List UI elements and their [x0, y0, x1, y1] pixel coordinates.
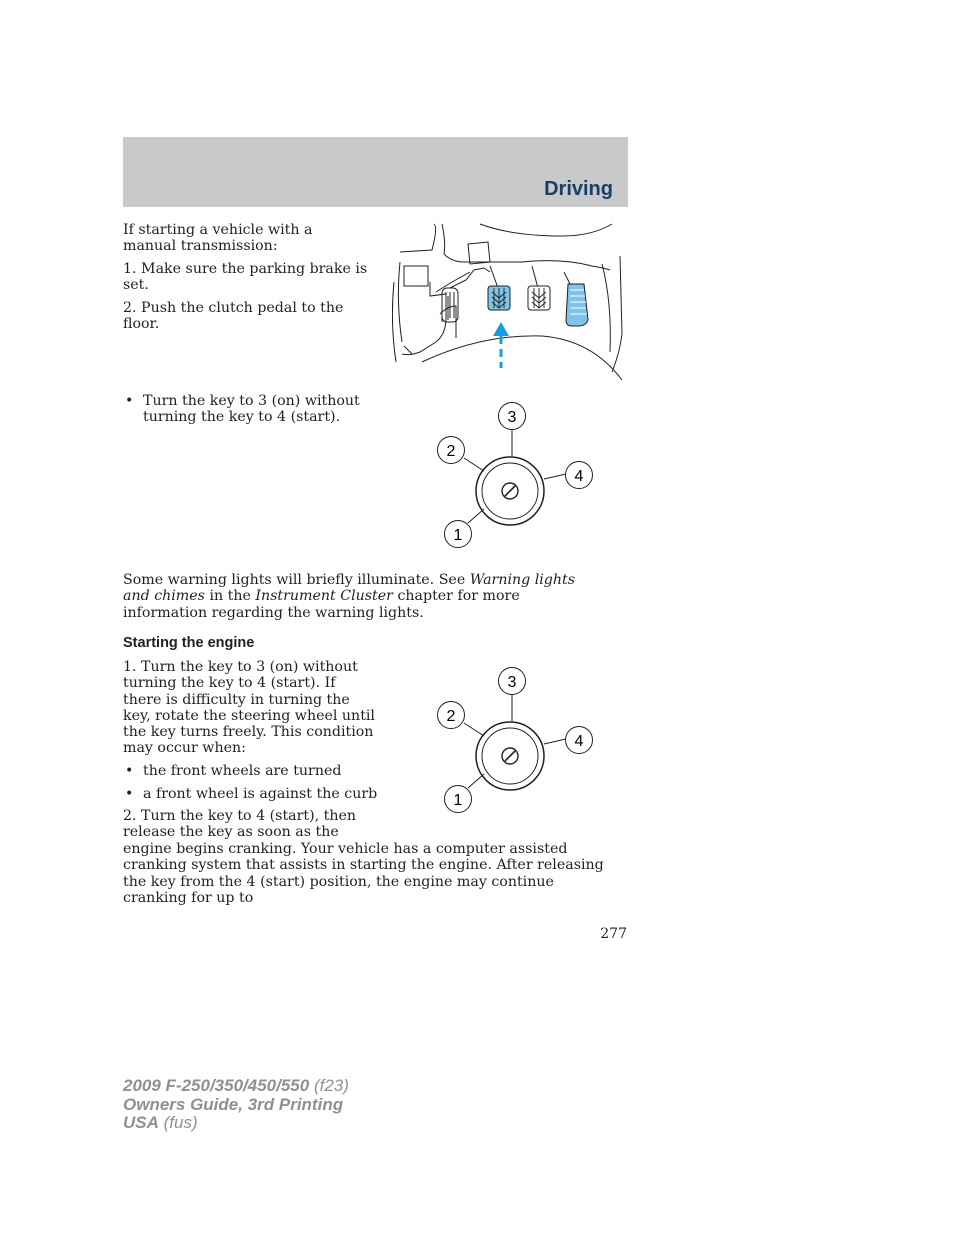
ignition-label-4: 4: [574, 468, 584, 485]
ignition-label-1: 1: [453, 792, 463, 809]
footer-model-code: (f23): [309, 1076, 349, 1095]
ignition-label-3: 3: [507, 674, 517, 691]
bullet-turn-key-line-1: Turn the key to 3 (on) without: [143, 393, 360, 409]
ignition-diagram-top: [420, 395, 610, 555]
ignition-label-1: 1: [453, 527, 463, 544]
ignition-diagram-bottom: [420, 660, 610, 820]
document-footer: [123, 1077, 349, 1133]
starting-step-1: 1. Turn the key to 3 (on) without turning the key to 4 (start). If there is difficulty in turning the key, rotate the steering wheel until the key turns freely. This condition may occur when:: [123, 659, 375, 757]
section-header-band: [123, 137, 628, 207]
intro-paragraph: If starting a vehicle with a manual transmission:: [123, 222, 313, 255]
link-instrument-cluster: Instrument Cluster: [255, 588, 393, 605]
footer-model: 2009 F-250/350/450/550: [123, 1076, 310, 1095]
starting-step-2-part-a: 2. Turn the key to 4 (start), then release the key as soon as the: [123, 808, 357, 841]
intro-step-1: 1. Make sure the parking brake is set.: [123, 261, 368, 294]
ignition-label-2: 2: [446, 443, 456, 460]
ignition-label-3: 3: [507, 409, 517, 426]
starting-step-2-part-b: engine begins cranking. Your vehicle has a computer assisted cranking system that assists in starting the engine. After releasing the key from the 4 (start) position, the engine may continue cranking for up to: [123, 841, 604, 906]
warning-lights-paragraph: Some warning lights will briefly illuminate. See Warning lights and chimes in the Instrument Cluster chapter for more information regarding the warning lights.: [123, 572, 576, 621]
ignition-label-4: 4: [574, 733, 584, 750]
link-warning-lights-and-chimes: Warning lights and chimes: [123, 572, 576, 605]
footer-market: USA: [123, 1113, 159, 1132]
footer-edition: Owners Guide, 3rd Printing: [123, 1094, 344, 1114]
section-title: Driving: [544, 178, 613, 200]
intro-step-2: 2. Push the clutch pedal to the floor.: [123, 300, 344, 333]
bullet-turn-key-line-2: turning the key to 4 (start).: [143, 409, 341, 426]
pedal-illustration: [392, 222, 628, 382]
section-heading: Starting the engine: [123, 635, 255, 651]
page-number: 277: [600, 926, 627, 942]
footer-market-code: (fus): [158, 1113, 198, 1132]
ignition-label-2: 2: [446, 708, 456, 725]
